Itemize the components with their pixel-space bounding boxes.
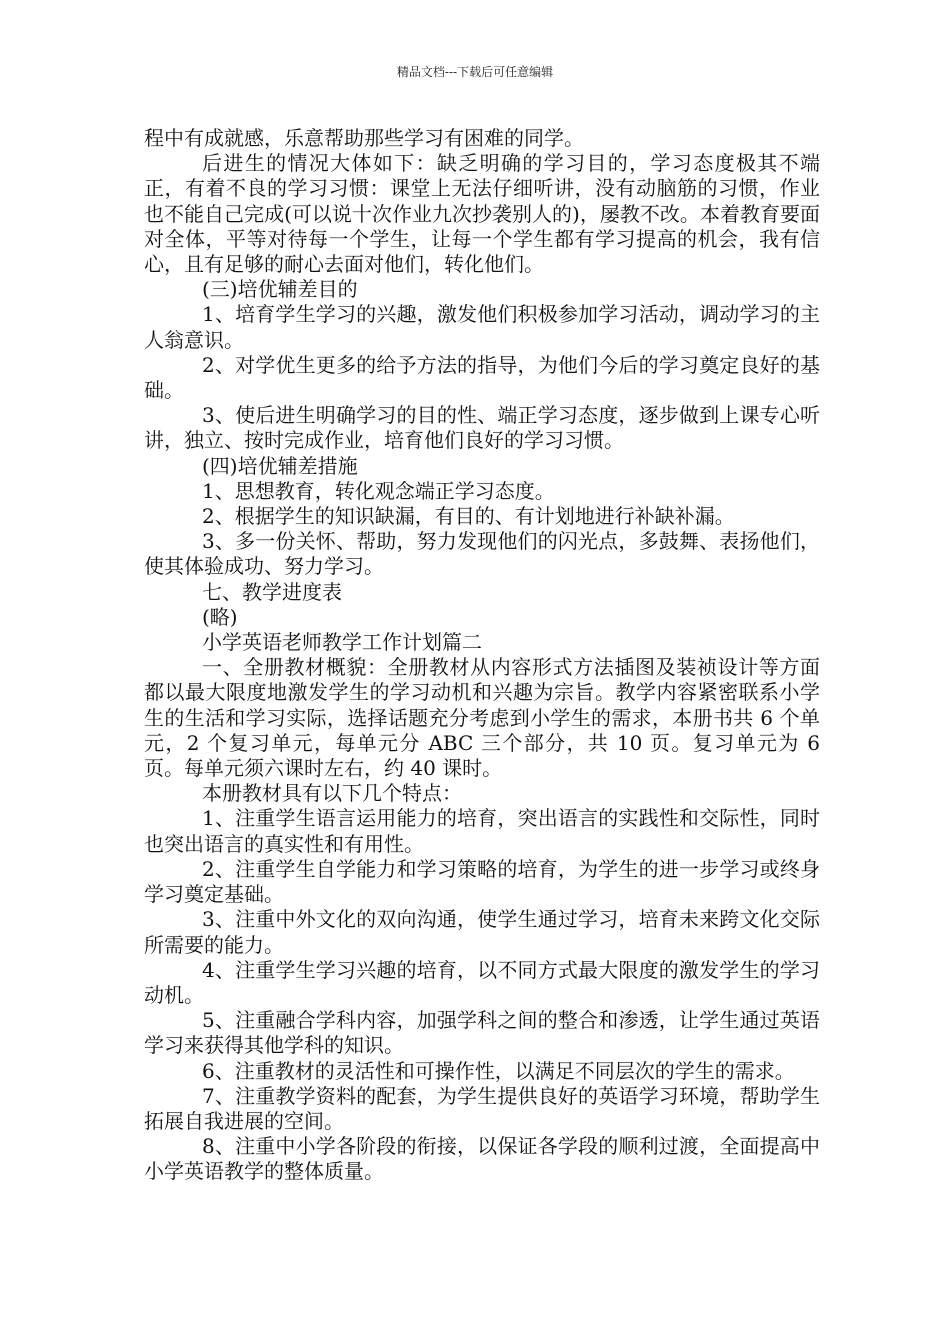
section-heading: (三)培优辅差目的 bbox=[202, 277, 358, 302]
article-title: 小学英语老师教学工作计划篇二 bbox=[202, 630, 482, 655]
list-item: 4、注重学生学习兴趣的培育，以不同方式最大限度的激发学生的学习动机。 bbox=[144, 957, 820, 1007]
list-item: 3、使后进生明确学习的目的性、端正学习态度，逐步做到上课专心听讲，独立、按时完成作业，培育他们良好的学习习惯。 bbox=[144, 403, 820, 453]
paragraph: (略) bbox=[202, 604, 238, 629]
document-body bbox=[144, 126, 820, 1185]
list-item: 1、思想教育，转化观念端正学习态度。 bbox=[202, 478, 555, 503]
list-item: 8、注重中小学各阶段的衔接，以保证各学段的顺利过渡，全面提高中小学英语教学的整体质量。 bbox=[144, 1134, 820, 1184]
paragraph: 程中有成就感，乐意帮助那些学习有困难的同学。 bbox=[144, 126, 584, 150]
list-item: 3、多一份关怀、帮助，努力发现他们的闪光点，多鼓舞、表扬他们，使其体验成功、努力学习。 bbox=[144, 529, 820, 579]
paragraph: 后进生的情况大体如下：缺乏明确的学习目的，学习态度极其不端正，有着不良的学习习惯：课堂上无法仔细听讲，没有动脑筋的习惯，作业也不能自己完成(可以说十次作业九次抄袭别人的)，屡教不改。本着教育要面对全体，平等对待每一个学生，让每一个学生都有学习提高的机会，我有信心，且有足够的耐心去面对他们，转化他们。 bbox=[144, 151, 820, 277]
section-heading: (四)培优辅差措施 bbox=[202, 453, 358, 478]
paragraph: 本册教材具有以下几个特点： bbox=[202, 781, 462, 806]
list-item: 2、注重学生自学能力和学习策略的培育，为学生的进一步学习或终身学习奠定基础。 bbox=[144, 856, 820, 907]
paragraph: 一、全册教材概貌：全册教材从内容形式方法插图及装祯设计等方面都以最大限度地激发学生的学习动机和兴趣为宗旨。教学内容紧密联系小学生的生活和学习实际，选择话题充分考虑到小学生的需求，本册书共 6 个单元，2 个复习单元，每单元分 ABC 三个部分，共 10 页。复习单元为 6 页。每单元须六课时左右，约 40 课时。 bbox=[144, 655, 820, 781]
list-item: 2、根据学生的知识缺漏，有目的、有计划地进行补缺补漏。 bbox=[202, 504, 735, 529]
list-item: 1、培育学生学习的兴趣，激发他们积极参加学习活动，调动学习的主人翁意识。 bbox=[144, 302, 820, 352]
list-item: 2、对学优生更多的给予方法的指导，为他们今后的学习奠定良好的基础。 bbox=[144, 352, 820, 403]
list-item: 6、注重教材的灵活性和可操作性，以满足不同层次的学生的需求。 bbox=[202, 1058, 795, 1083]
list-item: 5、注重融合学科内容，加强学科之间的整合和渗透，让学生通过英语学习来获得其他学科的知识。 bbox=[144, 1008, 820, 1058]
page-header: 精品文档---下载后可任意编辑 bbox=[396, 65, 554, 79]
section-heading: 七、教学进度表 bbox=[202, 579, 342, 604]
list-item: 1、注重学生语言运用能力的培育，突出语言的实践性和交际性，同时也突出语言的真实性和有用性。 bbox=[144, 806, 820, 856]
list-item: 3、注重中外文化的双向沟通，使学生通过学习，培育未来跨文化交际所需要的能力。 bbox=[144, 907, 820, 957]
list-item: 7、注重教学资料的配套，为学生提供良好的英语学习环境，帮助学生拓展自我进展的空间。 bbox=[144, 1083, 820, 1133]
